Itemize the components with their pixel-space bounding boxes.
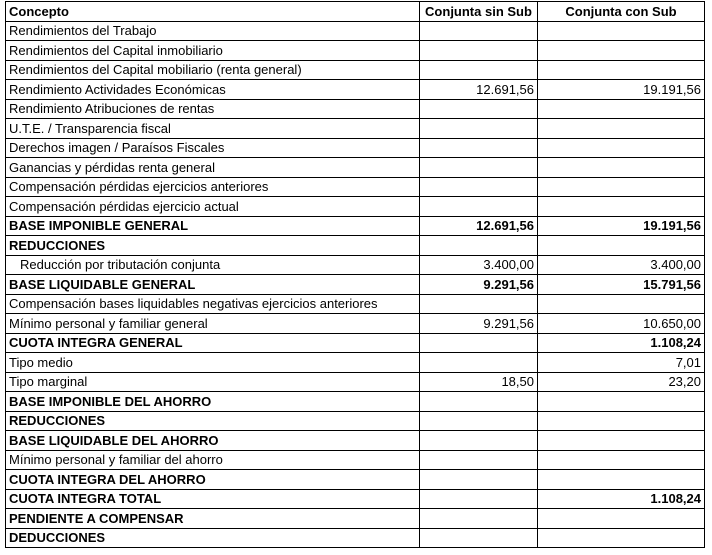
header-row [6, 2, 705, 22]
concept-cell: Mínimo personal y familiar general [6, 314, 420, 334]
conjunta-sin-sub-cell [420, 353, 538, 373]
conjunta-con-sub-cell [538, 431, 705, 451]
concept-cell: Rendimiento Atribuciones de rentas [6, 99, 420, 119]
concept-cell: CUOTA INTEGRA TOTAL [6, 489, 420, 509]
table-row [6, 99, 705, 119]
conjunta-con-sub-cell [538, 236, 705, 256]
conjunta-con-sub-cell: 3.400,00 [538, 255, 705, 275]
concept-cell: Compensación pérdidas ejercicio actual [6, 197, 420, 217]
concept-cell: PENDIENTE A COMPENSAR [6, 509, 420, 529]
table-row [6, 431, 705, 451]
concept-cell: Ganancias y pérdidas renta general [6, 158, 420, 178]
conjunta-con-sub-cell: 19.191,56 [538, 216, 705, 236]
table-row [6, 60, 705, 80]
conjunta-sin-sub-cell [420, 177, 538, 197]
table-row [6, 509, 705, 529]
concept-cell: REDUCCIONES [6, 411, 420, 431]
table-row [6, 470, 705, 490]
table-row [6, 177, 705, 197]
conjunta-sin-sub-cell [420, 411, 538, 431]
table-row [6, 236, 705, 256]
table-row [6, 411, 705, 431]
table-row [6, 333, 705, 353]
conjunta-con-sub-cell [538, 509, 705, 529]
table-row [6, 138, 705, 158]
conjunta-sin-sub-cell: 9.291,56 [420, 275, 538, 295]
concept-cell: U.T.E. / Transparencia fiscal [6, 119, 420, 139]
conjunta-con-sub-cell: 1.108,24 [538, 489, 705, 509]
table-row [6, 275, 705, 295]
concept-cell: REDUCCIONES [6, 236, 420, 256]
conjunta-sin-sub-cell: 12.691,56 [420, 80, 538, 100]
concept-cell: Mínimo personal y familiar del ahorro [6, 450, 420, 470]
header-concepto: Concepto [6, 2, 420, 22]
concept-cell: Reducción por tributación conjunta [6, 255, 420, 275]
conjunta-sin-sub-cell [420, 294, 538, 314]
table-row [6, 489, 705, 509]
concept-cell: BASE LIQUIDABLE GENERAL [6, 275, 420, 295]
conjunta-con-sub-cell [538, 21, 705, 41]
conjunta-con-sub-cell [538, 177, 705, 197]
table-row [6, 119, 705, 139]
conjunta-con-sub-cell [538, 99, 705, 119]
table-row [6, 528, 705, 548]
conjunta-sin-sub-cell [420, 489, 538, 509]
conjunta-sin-sub-cell: 18,50 [420, 372, 538, 392]
conjunta-sin-sub-cell [420, 528, 538, 548]
conjunta-sin-sub-cell [420, 41, 538, 61]
conjunta-con-sub-cell: 1.108,24 [538, 333, 705, 353]
concept-cell: CUOTA INTEGRA GENERAL [6, 333, 420, 353]
concept-cell: Derechos imagen / Paraísos Fiscales [6, 138, 420, 158]
table-row [6, 294, 705, 314]
table-row [6, 372, 705, 392]
conjunta-con-sub-cell [538, 158, 705, 178]
conjunta-sin-sub-cell [420, 21, 538, 41]
conjunta-con-sub-cell [538, 60, 705, 80]
conjunta-sin-sub-cell: 3.400,00 [420, 255, 538, 275]
concept-cell: Rendimientos del Capital inmobiliario [6, 41, 420, 61]
table-row [6, 21, 705, 41]
header-conjunta-sin-sub: Conjunta sin Sub [420, 2, 538, 22]
tax-table [5, 1, 705, 548]
concept-cell: Rendimientos del Capital mobiliario (renta general) [6, 60, 420, 80]
table-row [6, 41, 705, 61]
concept-cell: Compensación pérdidas ejercicios anteriores [6, 177, 420, 197]
conjunta-sin-sub-cell [420, 431, 538, 451]
conjunta-con-sub-cell [538, 197, 705, 217]
table-row [6, 158, 705, 178]
conjunta-con-sub-cell [538, 41, 705, 61]
table-row [6, 314, 705, 334]
conjunta-sin-sub-cell [420, 119, 538, 139]
concept-cell: Compensación bases liquidables negativas ejercicios anteriores [6, 294, 420, 314]
conjunta-sin-sub-cell [420, 99, 538, 119]
concept-cell: BASE IMPONIBLE GENERAL [6, 216, 420, 236]
conjunta-con-sub-cell: 23,20 [538, 372, 705, 392]
conjunta-con-sub-cell [538, 470, 705, 490]
conjunta-sin-sub-cell [420, 470, 538, 490]
conjunta-sin-sub-cell [420, 197, 538, 217]
table-row [6, 392, 705, 412]
conjunta-con-sub-cell: 7,01 [538, 353, 705, 373]
conjunta-con-sub-cell [538, 119, 705, 139]
conjunta-sin-sub-cell [420, 158, 538, 178]
conjunta-sin-sub-cell [420, 138, 538, 158]
conjunta-sin-sub-cell [420, 392, 538, 412]
concept-cell: Rendimiento Actividades Económicas [6, 80, 420, 100]
table-body [6, 21, 705, 548]
concept-cell: Rendimientos del Trabajo [6, 21, 420, 41]
conjunta-con-sub-cell [538, 450, 705, 470]
concept-cell: DEDUCCIONES [6, 528, 420, 548]
concept-cell: CUOTA INTEGRA DEL AHORRO [6, 470, 420, 490]
concept-cell: Tipo marginal [6, 372, 420, 392]
concept-cell: BASE IMPONIBLE DEL AHORRO [6, 392, 420, 412]
conjunta-sin-sub-cell: 12.691,56 [420, 216, 538, 236]
conjunta-sin-sub-cell [420, 236, 538, 256]
conjunta-con-sub-cell [538, 392, 705, 412]
header-conjunta-con-sub: Conjunta con Sub [538, 2, 705, 22]
table-row [6, 450, 705, 470]
concept-cell: Tipo medio [6, 353, 420, 373]
table-row [6, 353, 705, 373]
conjunta-con-sub-cell [538, 528, 705, 548]
table-row [6, 255, 705, 275]
conjunta-sin-sub-cell [420, 450, 538, 470]
conjunta-con-sub-cell: 10.650,00 [538, 314, 705, 334]
conjunta-sin-sub-cell [420, 333, 538, 353]
table-row [6, 197, 705, 217]
conjunta-con-sub-cell: 15.791,56 [538, 275, 705, 295]
conjunta-sin-sub-cell: 9.291,56 [420, 314, 538, 334]
conjunta-con-sub-cell [538, 294, 705, 314]
conjunta-con-sub-cell [538, 138, 705, 158]
conjunta-con-sub-cell: 19.191,56 [538, 80, 705, 100]
concept-cell: BASE LIQUIDABLE DEL AHORRO [6, 431, 420, 451]
conjunta-sin-sub-cell [420, 60, 538, 80]
table-row [6, 80, 705, 100]
conjunta-sin-sub-cell [420, 509, 538, 529]
conjunta-con-sub-cell [538, 411, 705, 431]
table-row [6, 216, 705, 236]
